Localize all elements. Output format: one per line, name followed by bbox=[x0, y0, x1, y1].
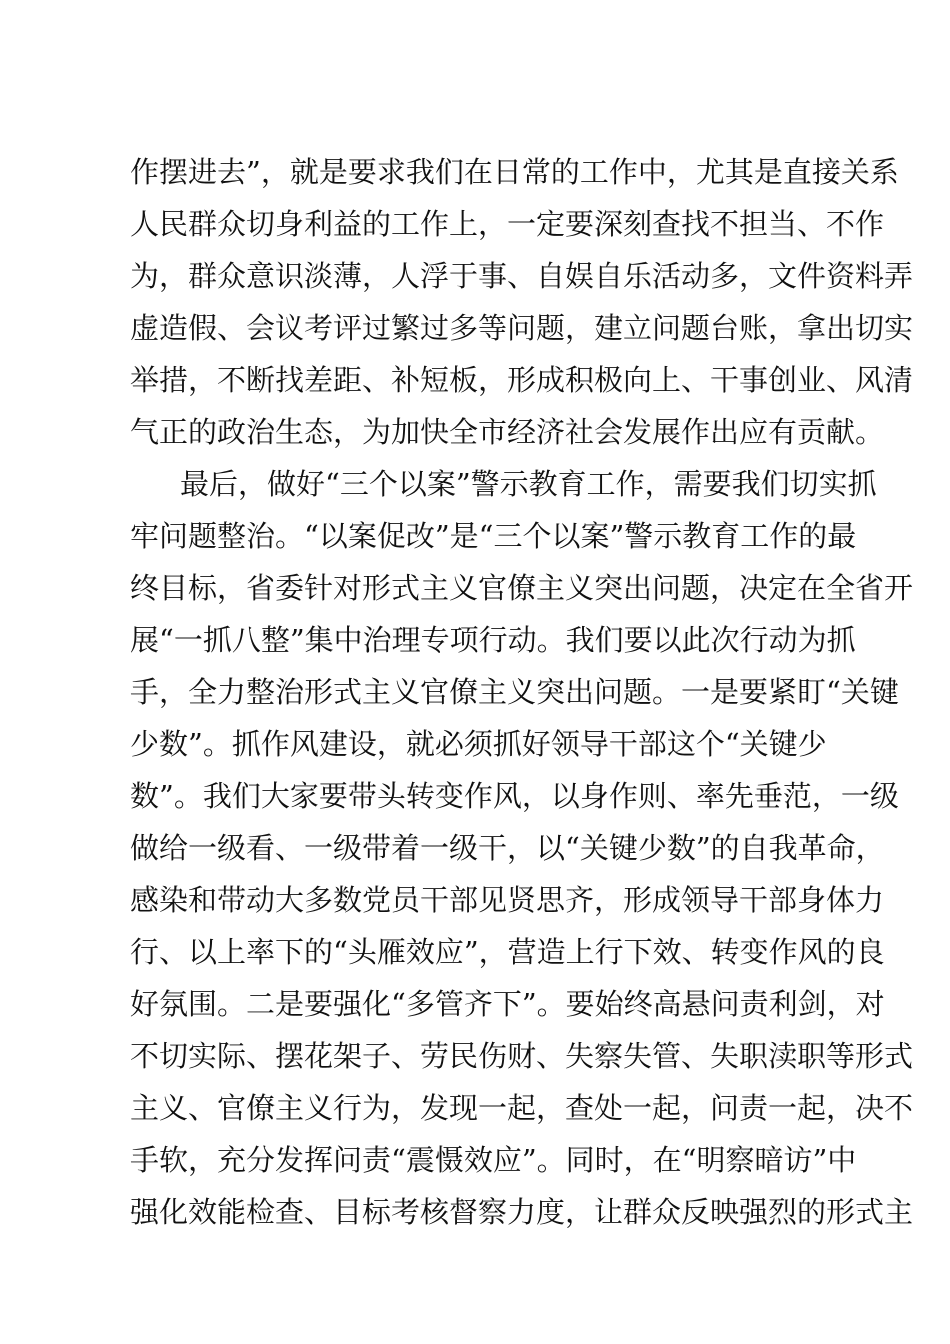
paragraph-line: 好氛围。二是要强化“多管齐下”。要始终高悬问责利剑，对 bbox=[130, 987, 885, 1021]
paragraph-line: 为，群众意识淡薄，人浮于事、自娱自乐活动多，文件资料弄 bbox=[130, 259, 914, 293]
paragraph-line: 展“一抓八整”集中治理专项行动。我们要以此次行动为抓 bbox=[130, 623, 856, 657]
paragraph-line: 虚造假、会议考评过繁过多等问题，建立问题台账，拿出切实 bbox=[130, 311, 914, 345]
paragraph-line: 手软，充分发挥问责“震慑效应”。同时，在“明察暗访”中 bbox=[130, 1143, 857, 1177]
paragraph-line: 牢问题整治。“以案促改”是“三个以案”警示教育工作的最 bbox=[130, 519, 857, 553]
paragraph-line: 手，全力整治形式主义官僚主义突出问题。一是要紧盯“关键 bbox=[130, 675, 899, 709]
paragraph-line: 气正的政治生态，为加快全市经济社会发展作出应有贡献。 bbox=[130, 415, 885, 449]
paragraph-line: 数”。我们大家要带头转变作风，以身作则、率先垂范，一级 bbox=[130, 779, 899, 813]
paragraph-line: 终目标，省委针对形式主义官僚主义突出问题，决定在全省开 bbox=[130, 571, 914, 605]
paragraph-line: 强化效能检查、目标考核督察力度，让群众反映强烈的形式主 bbox=[130, 1195, 914, 1229]
paragraph-line: 作摆进去”，就是要求我们在日常的工作中，尤其是直接关系 bbox=[130, 155, 899, 189]
paragraph-line: 少数”。抓作风建设，就必须抓好领导干部这个“关键少 bbox=[130, 727, 827, 761]
paragraph-line: 不切实际、摆花架子、劳民伤财、失察失管、失职渎职等形式 bbox=[130, 1039, 914, 1073]
paragraph-line: 最后，做好“三个以案”警示教育工作，需要我们切实抓 bbox=[180, 467, 877, 501]
paragraph-line: 人民群众切身利益的工作上，一定要深刻查找不担当、不作 bbox=[130, 207, 885, 241]
paragraph-line: 做给一级看、一级带着一级干，以“关键少数”的自我革命， bbox=[130, 831, 885, 865]
paragraph-line: 感染和带动大多数党员干部见贤思齐，形成领导干部身体力 bbox=[130, 883, 885, 917]
paragraph-line: 行、以上率下的“头雁效应”，营造上行下效、转变作风的良 bbox=[130, 935, 885, 969]
paragraph-line: 举措，不断找差距、补短板，形成积极向上、干事创业、风清 bbox=[130, 363, 914, 397]
paragraph-line: 主义、官僚主义行为，发现一起，查处一起，问责一起，决不 bbox=[130, 1091, 914, 1125]
